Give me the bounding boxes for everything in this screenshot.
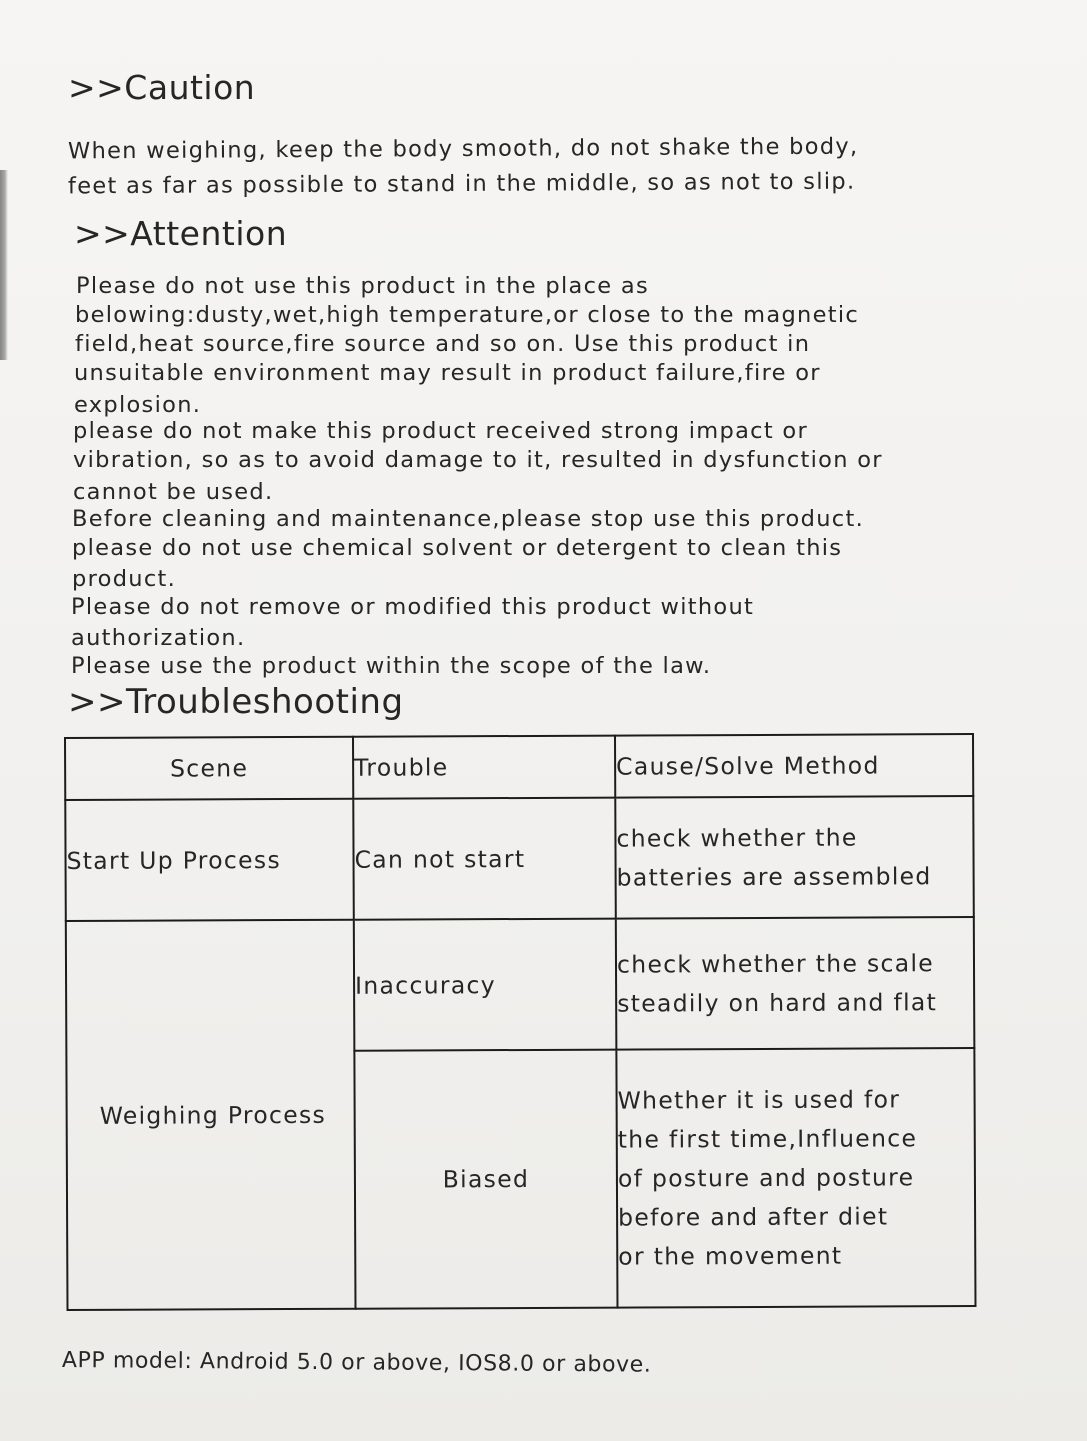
cause-cell xyxy=(616,917,975,1050)
cause-cell xyxy=(616,1048,975,1308)
table-row xyxy=(65,796,974,921)
caution-line: When weighing, keep the body smooth, do not shake the body, xyxy=(67,133,859,165)
attention-line: field,heat source,fire source and so on. Use this product in xyxy=(75,331,811,357)
header-trouble: Trouble xyxy=(353,736,615,799)
attention-line: Before cleaning and maintenance,please stop use this product. xyxy=(72,506,865,532)
attention-line: please do not make this product received strong impact or xyxy=(73,418,809,444)
trouble-cell: Inaccuracy xyxy=(354,919,617,1051)
attention-line: Please do not remove or modified this product without xyxy=(71,594,755,620)
attention-line: please do not use chemical solvent or detergent to clean this xyxy=(72,535,843,561)
cause-line: or the movement xyxy=(618,1241,843,1271)
cause-line: Whether it is used for xyxy=(617,1084,901,1115)
cause-line: check whether the scale xyxy=(616,948,935,979)
page-binding-shadow xyxy=(0,170,8,360)
caution-heading: >>Caution xyxy=(68,68,256,107)
attention-line: Please use the product within the scope of the law. xyxy=(71,653,712,679)
attention-line: cannot be used. xyxy=(73,479,274,505)
attention-heading: >>Attention xyxy=(74,214,288,253)
table-header-row xyxy=(65,734,973,800)
attention-line: vibration, so as to avoid damage to it, resulted in dysfunction or xyxy=(73,447,883,473)
caution-line: feet as far as possible to stand in the middle, so as not to slip. xyxy=(67,168,856,200)
trouble-cell: Biased xyxy=(354,1050,617,1309)
cause-cell xyxy=(615,796,974,919)
attention-line: belowing:dusty,wet,high temperature,or close to the magnetic xyxy=(75,302,860,328)
cause-line: before and after diet xyxy=(618,1201,889,1232)
scene-cell: Weighing Process xyxy=(66,920,356,1310)
attention-line: product. xyxy=(72,566,177,592)
attention-line: explosion. xyxy=(74,392,202,418)
attention-line: authorization. xyxy=(71,625,246,651)
cause-line: steadily on hard and flat xyxy=(617,987,938,1018)
cause-line: of posture and posture xyxy=(617,1162,915,1193)
scene-cell: Start Up Process xyxy=(65,799,354,921)
table-row xyxy=(66,917,975,1052)
cause-line: the first time,Influence xyxy=(617,1123,918,1154)
attention-line: unsuitable environment may result in product failure,fire or xyxy=(74,360,821,386)
header-cause: Cause/Solve Method xyxy=(615,734,973,798)
trouble-cell: Can not start xyxy=(353,798,616,920)
cause-line: batteries are assembled xyxy=(616,861,932,892)
app-model-note: APP model: Android 5.0 or above, IOS8.0 or above. xyxy=(61,1348,652,1378)
attention-line: Please do not use this product in the place as xyxy=(76,273,649,299)
cause-line: check whether the xyxy=(616,823,858,853)
troubleshooting-table xyxy=(64,733,976,1311)
troubleshooting-heading: >>Troubleshooting xyxy=(68,682,404,722)
header-scene: Scene xyxy=(65,737,353,800)
